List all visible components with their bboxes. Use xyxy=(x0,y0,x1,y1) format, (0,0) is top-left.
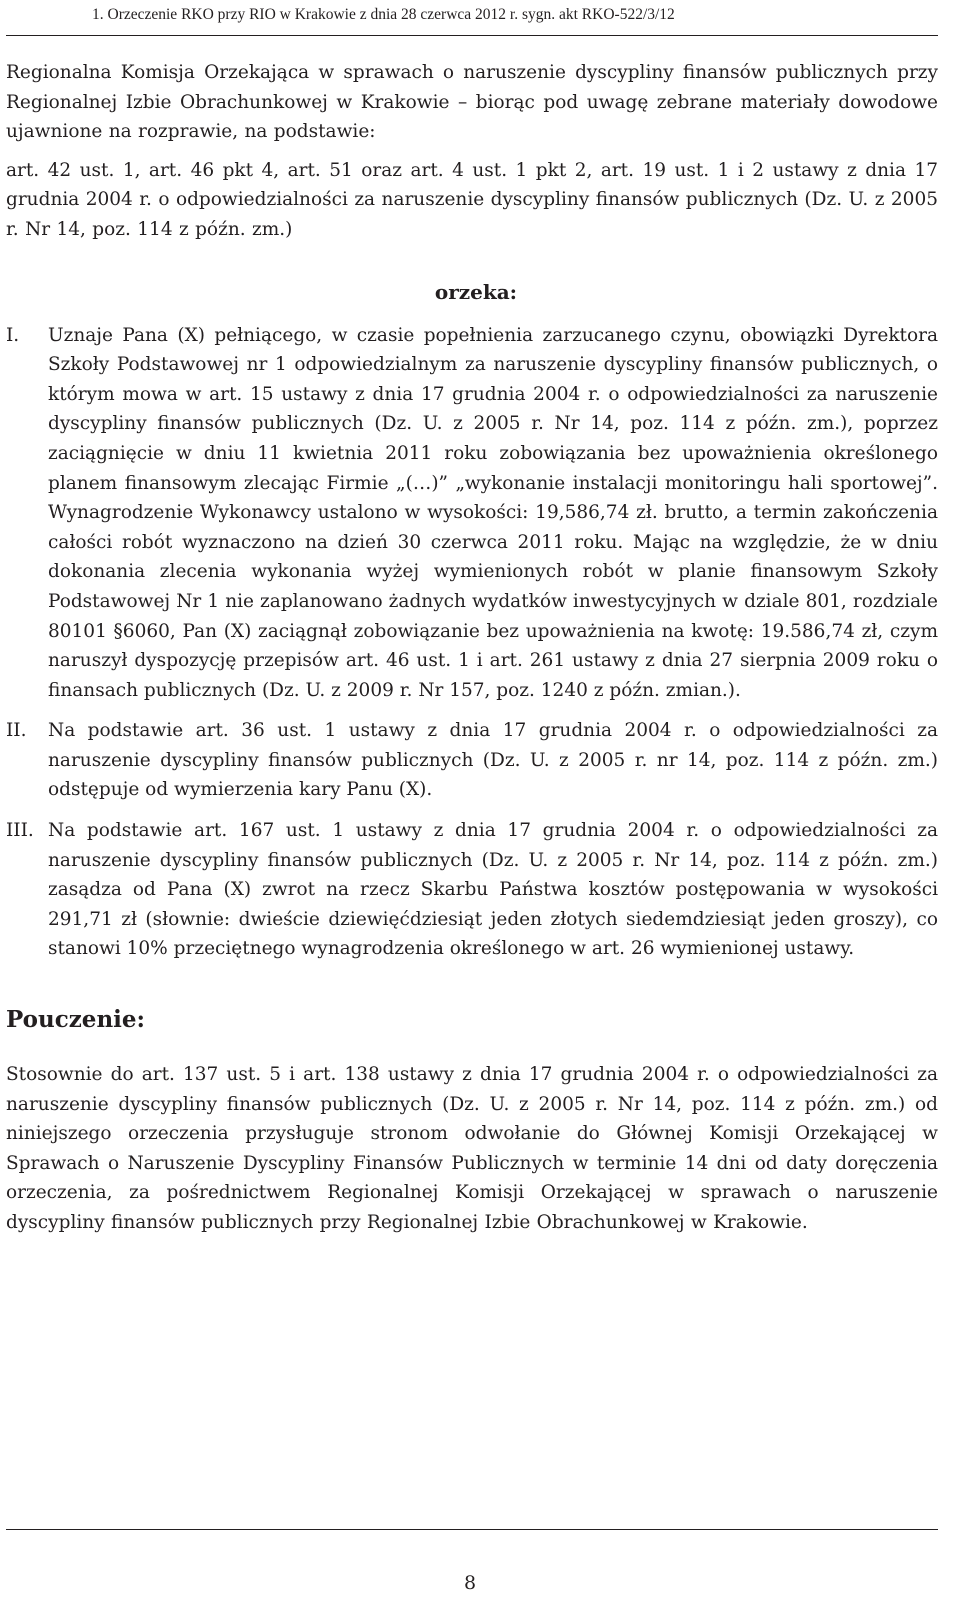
intro-paragraph: Regionalna Komisja Orzekająca w sprawach o naruszenie dyscypliny finansów publicznych przy Regionalnej Izbie Obrachunkowej w Krakowie – biorąc pod uwagę zebrane materiały dowodowe ujawnione na rozprawie, na podstawie: xyxy=(6,62,938,143)
ruling-item-number: I. xyxy=(6,324,20,346)
document-body xyxy=(6,58,938,1238)
ruling-item-text: Uznaje Pana (X) pełniącego, w czasie popełnienia zarzucanego czynu, obowiązki Dyrektora Szkoły Podstawowej nr 1 odpowiedzialnym za naruszenie dyscypliny finansów publicznych, o którym mowa w art. 15 ustawy z dnia 17 grudnia 2004 r. o odpowiedzialności za naruszenie dyscypliny finansów publicznych (Dz. U. z 2005 r. Nr 14, poz. 114 z późn. zm.), poprzez zaciągnięcie w dniu 11 kwietnia 2011 roku zobowiązania bez upoważnienia określonego planem finansowym zlecając Firmie „(…)” „wykonanie instalacji monitoringu hali sportowej”. Wynagrodzenie Wykonawcy ustalono w wysokości: 19,586,74 zł. brutto, a termin zakończenia całości robót wyznaczono na dzień 30 czerwca 2011 roku. Mając na względzie, że w dniu dokonania zlecenia wykonania wyżej wymienionych robót w planie finansowym Szkoły Podstawowej Nr 1 nie zaplanowano żadnych wydatków inwestycyjnych w dziale 801, rozdziale 80101 §6060, Pan (X) zaciągnął zobowiązanie bez upoważnienia na kwotę: 19.586,74 zł, czym naruszył dyspozycję przepisów art. 46 ust. 1 i art. 261 ustawy z dnia 27 sierpnia 2009 roku o finansach publicznych (Dz. U. z 2009 r. Nr 157, poz. 1240 z późn. zmian.). xyxy=(48,324,938,701)
ruling-item-text: Na podstawie art. 36 ust. 1 ustawy z dnia 17 grudnia 2004 r. o odpowiedzialności za naruszenie dyscypliny finansów publicznych (Dz. U. z 2005 r. nr 14, poz. 114 z późn. zm.) odstępuje od wymierzenia kary Panu (X). xyxy=(48,720,938,801)
instruction-paragraph: Stosownie do art. 137 ust. 5 i art. 138 ustawy z dnia 17 grudnia 2004 r. o odpowiedzialności za naruszenie dyscypliny finansów publicznych (Dz. U. z 2005 r. Nr 14, poz. 114 z późn. zm.) od niniejszego orzeczenia przysługuje stronom odwołanie do Głównej Komisji Orzekającej w Sprawach o Naruszenie Dyscypliny Finansów Publicznych w terminie 14 dni od daty doręczenia orzeczenia, za pośrednictwem Regionalnej Komisji Orzekającej w sprawach o naruszenie dyscypliny finansów publicznych przy Regionalnej Izbie Obrachunkowej w Krakowie. xyxy=(6,1064,938,1233)
ruling-item-number: III. xyxy=(6,820,34,842)
ruling-heading: orzeka: xyxy=(434,279,518,304)
ruling-item-text: Na podstawie art. 167 ust. 1 ustawy z dnia 17 grudnia 2004 r. o odpowiedzialności za naruszenie dyscypliny finansów publicznych (Dz. U. z 2005 r. Nr 14, poz. 114 z późn. zm.) zasądza od Pana (X) zwrot na rzecz Skarbu Państwa kosztów postępowania w wysokości 291,71 zł (słownie: dwieście dziewięćdziesiąt jeden złotych siedemdziesiąt jeden groszy), co stanowi 10% przeciętnego wynagrodzenia określonego w art. 26 wymienionej ustawy. xyxy=(48,820,938,960)
running-header: 1. Orzeczenie RKO przy RIO w Krakowie z dnia 28 czerwca 2012 r. sygn. akt RKO-522/3/12 xyxy=(92,6,675,23)
ruling-item-3 xyxy=(6,816,938,964)
ruling-item-number: II. xyxy=(6,720,27,742)
ruling-item-1 xyxy=(6,321,938,706)
ruling-items xyxy=(6,321,938,964)
footer-divider xyxy=(6,1529,938,1530)
legal-basis-paragraph: art. 42 ust. 1, art. 46 pkt 4, art. 51 oraz art. 4 ust. 1 pkt 2, art. 19 ust. 1 i 2 ustawy z dnia 17 grudnia 2004 r. o odpowiedzialności za naruszenie dyscypliny finansów publicznych (Dz. U. z 2005 r. Nr 14, poz. 114 z późn. zm.) xyxy=(6,159,938,240)
instruction-heading: Pouczenie: xyxy=(6,1006,146,1034)
page-number: 8 xyxy=(463,1572,477,1594)
ruling-item-2 xyxy=(6,716,938,805)
header-divider xyxy=(6,35,938,36)
